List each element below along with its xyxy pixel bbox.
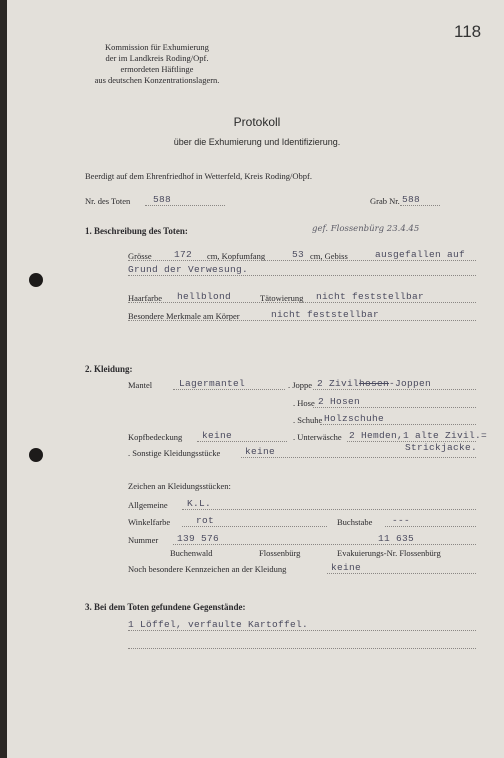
found-items-value: 1 Löffel, verfaulte Kartoffel. [128,619,309,630]
rule [197,441,287,442]
trousers-label: . Hose [293,398,315,408]
protocol-sheet [7,0,504,758]
rule [128,320,476,321]
document-subtitle: über die Exhumierung und Identifizierung. [173,137,341,147]
jacket-value-struck: hosen [359,378,390,389]
teeth-value: ausgefallen auf [375,249,466,260]
evacuation-number-value: 11 635 [378,533,415,544]
rule [173,544,476,545]
evacuation-number-label: Evakuierungs-Nr. Flossenbürg [337,548,441,558]
teeth-label: cm, Gebiss [310,251,348,261]
commission-line-2: der im Landkreis Roding/Opf. [105,53,209,63]
rule [182,509,476,510]
rule [241,457,476,458]
rule [385,526,476,527]
general-label: Allgemeine [128,500,168,510]
grave-number-label: Grab Nr. [370,196,400,206]
punch-hole-lower [29,448,43,462]
section-2-heading: 2. Kleidung: [85,364,133,374]
further-marks-label: Noch besondere Kennzeichen an der Kleidung [128,564,287,574]
triangle-color-value: rot [196,515,215,526]
rule [313,389,476,390]
jacket-label: . Joppe [288,380,313,390]
burial-place: Beerdigt auf dem Ehrenfriedhof in Wetterfeld, Kreis Roding/Obpf. [85,171,312,181]
special-marks-value: nicht feststellbar [271,309,380,320]
height-label: Grösse [128,251,152,261]
shoes-label: . Schuhe [293,415,323,425]
tattoo-value: nicht feststellbar [316,291,425,302]
jacket-value-a: 2 Zivil [317,378,360,389]
underwear-value-continued: Strickjacke. [405,442,478,453]
buchenwald-label: Buchenwald [170,548,213,558]
rule [320,424,476,425]
dead-number-value: 588 [153,194,172,205]
letter-label: Buchstabe [337,517,373,527]
shoes-value: Holzschuhe [324,413,385,424]
commission-header [77,42,237,86]
head-circumference-value: 53 [292,249,305,260]
other-clothing-value: keine [245,446,276,457]
coat-value: Lagermantel [179,378,246,389]
headwear-value: keine [202,430,233,441]
other-clothing-label: . Sonstige Kleidungsstücke [128,448,221,458]
rule [145,205,225,206]
page-number: 118 [454,22,482,41]
number-label: Nummer [128,535,159,545]
trousers-value: 2 Hosen [318,396,361,407]
letter-value: --- [392,515,411,526]
rule [128,302,476,303]
headwear-label: Kopfbedeckung [128,432,183,442]
underwear-value: 2 Hemden,1 alte Zivil.= [349,430,488,441]
commission-line-1: Kommission für Exhumierung [105,42,209,52]
rule [128,275,476,276]
head-circumference-label: cm, Kopfumfang [207,251,266,261]
dead-number-label: Nr. des Toten [85,196,131,206]
rule [128,630,476,631]
commission-line-3: ermordeten Häftlinge [120,64,194,74]
rule [327,573,476,574]
underwear-label: . Unterwäsche [293,432,342,442]
rule [313,407,476,408]
teeth-value-continued: Grund der Verwesung. [128,264,249,275]
flossenbuerg-label: Flossenbürg [259,548,301,558]
punch-hole-upper [29,273,43,287]
hair-color-value: hellblond [177,291,232,302]
special-marks-label: Besondere Merkmale am Körper [128,311,240,321]
hair-color-label: Haarfarbe [128,293,162,303]
triangle-color-label: Winkelfarbe [128,517,171,527]
rule [182,526,327,527]
coat-label: Mantel [128,380,153,390]
tattoo-label: Tätowierung [260,293,304,303]
rule [128,260,476,261]
rule [128,648,476,649]
rule [173,389,285,390]
commission-line-4: aus deutschen Konzentrationslagern. [94,75,220,85]
jacket-value [317,378,431,389]
height-value: 172 [174,249,193,260]
section-1-heading: 1. Beschreibung des Toten: [85,226,188,236]
section-3-heading: 3. Bei dem Toten gefundene Gegenstände: [85,602,246,612]
document-title: Protokoll [233,115,281,129]
handwritten-note: gef. Flossenbürg 23.4.45 [312,224,420,234]
jacket-value-b: -Joppen [389,378,432,389]
clothing-marks-label: Zeichen an Kleidungsstücken: [128,481,231,491]
number-value: 139 576 [177,533,220,544]
general-value: K.L. [187,498,212,509]
further-marks-value: keine [331,562,362,573]
rule [400,205,440,206]
grave-number-value: 588 [402,194,421,205]
